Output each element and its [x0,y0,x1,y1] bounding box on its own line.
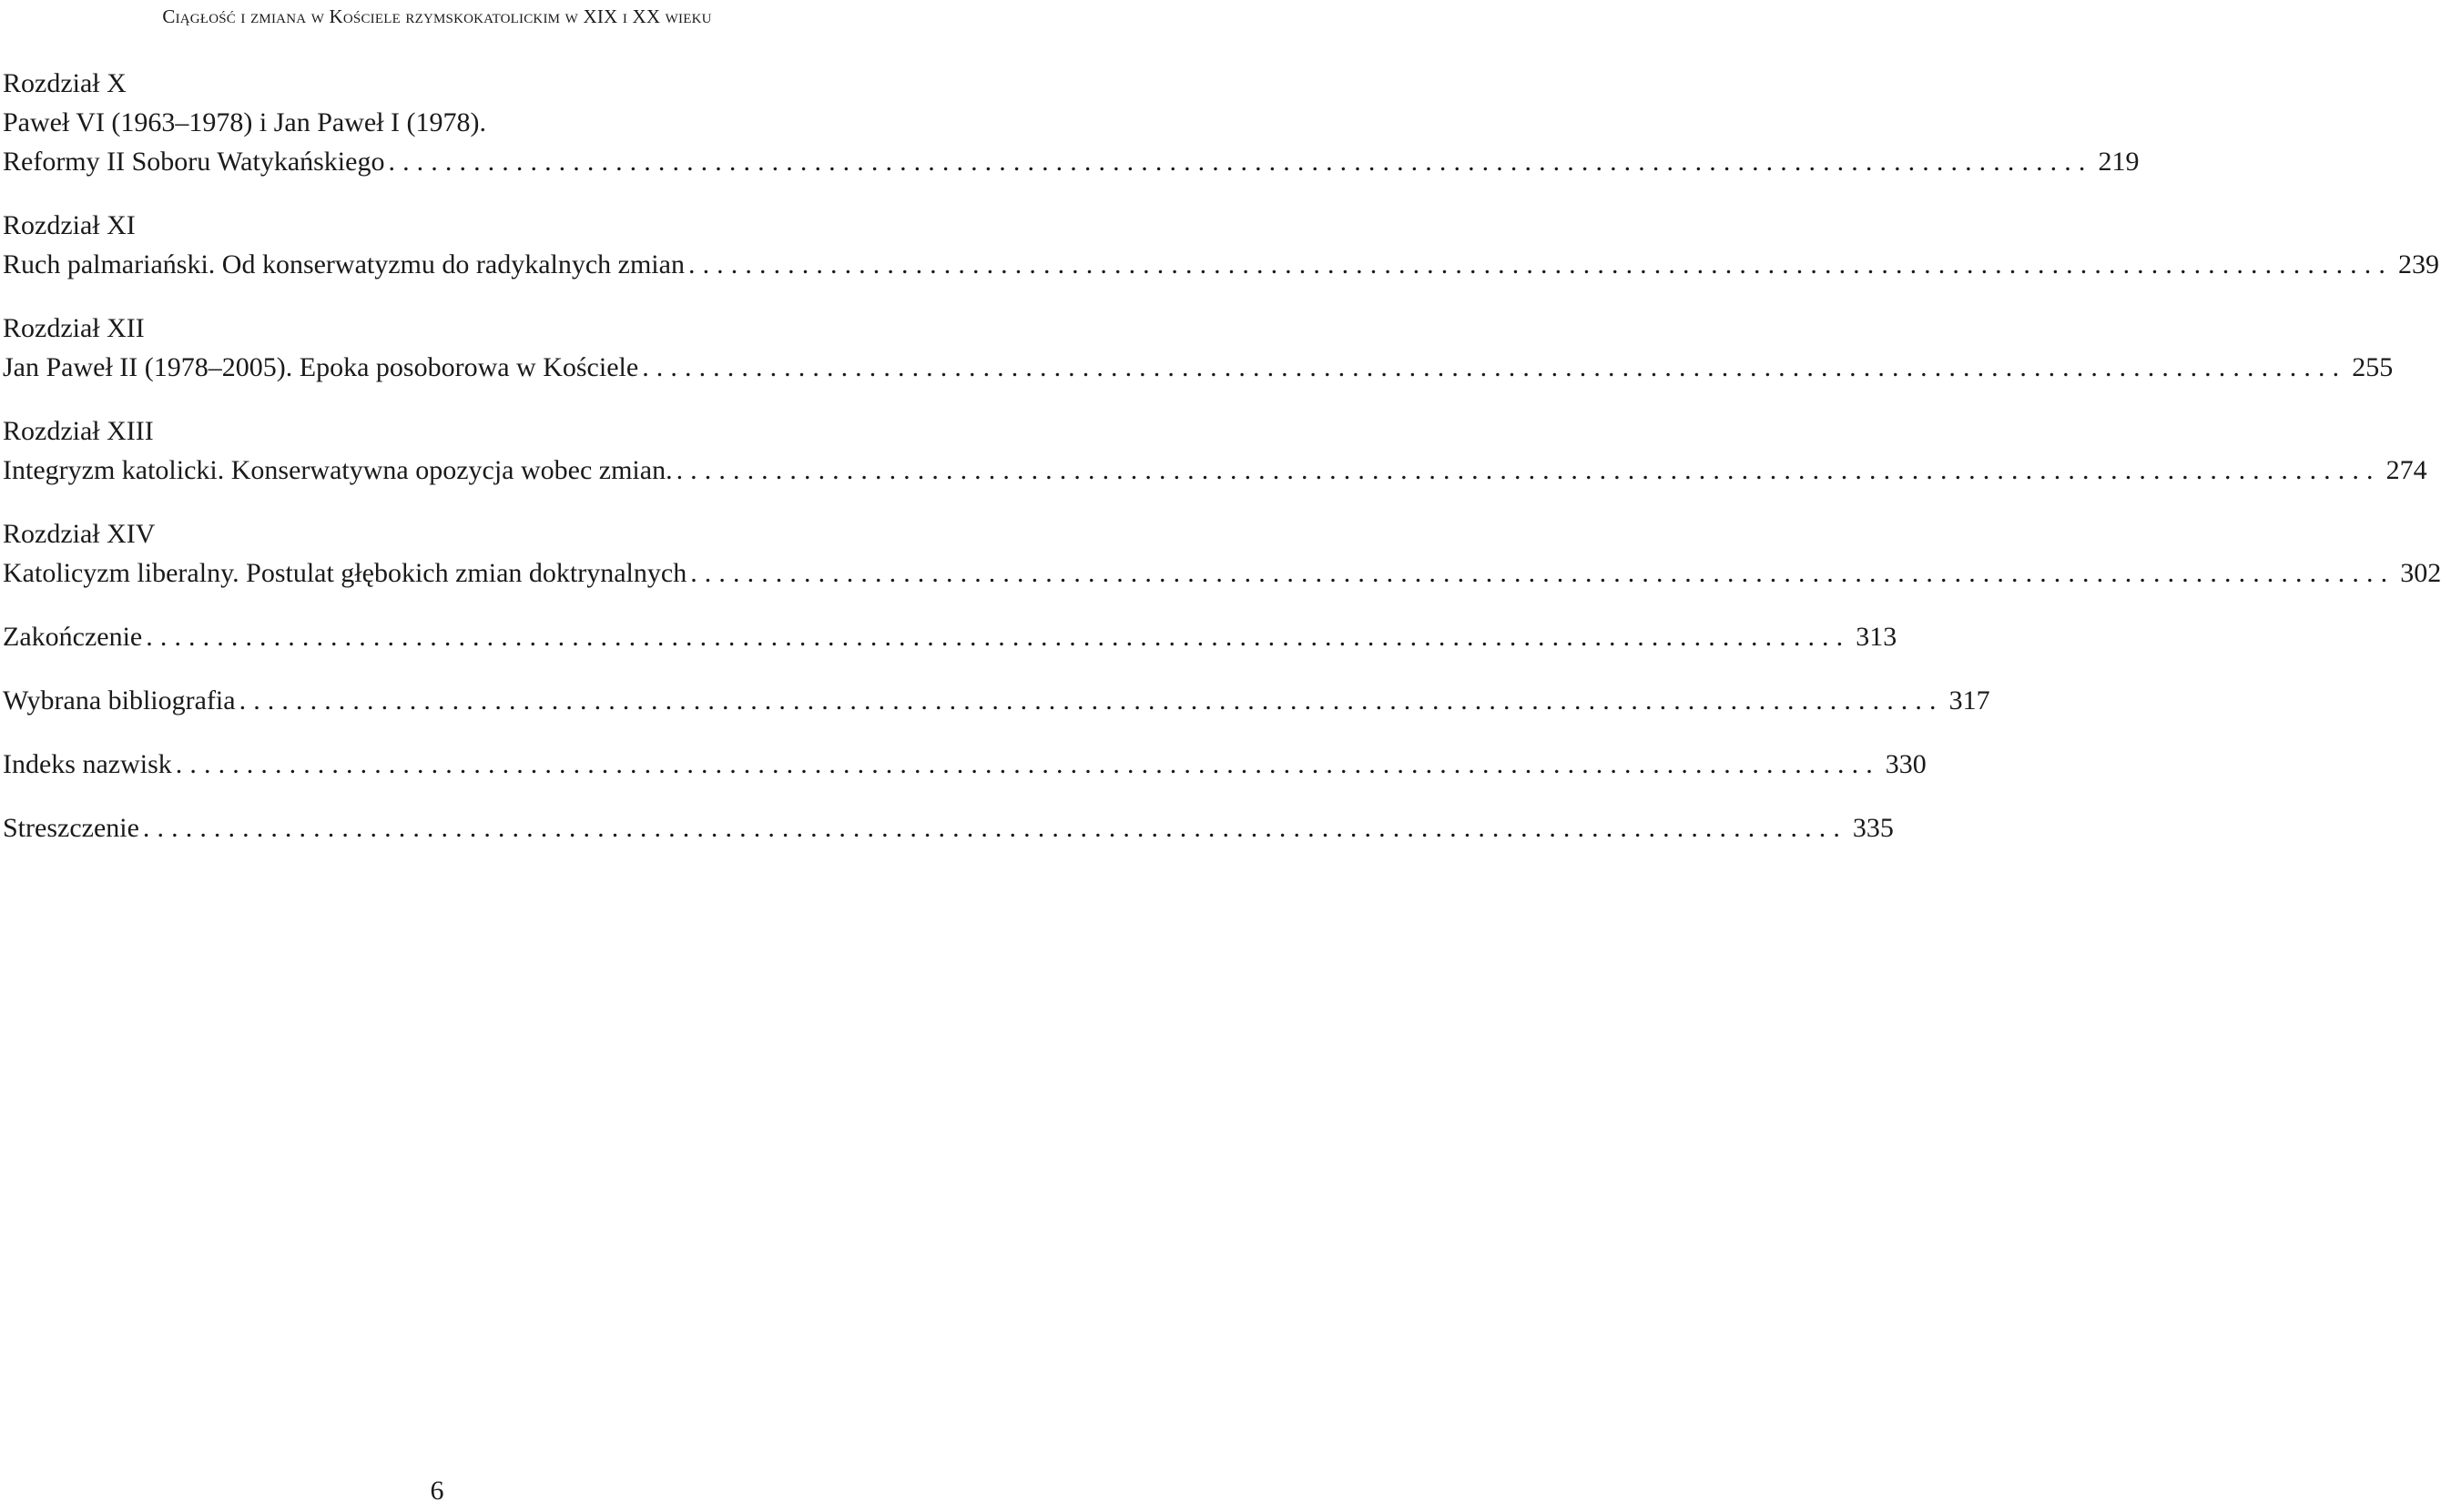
dot-leader: ........................................................................................................................ [239,685,1944,715]
toc-title: Jan Paweł II (1978–2005). Epoka posoborowa w Kościele [3,352,639,382]
dot-leader: ........................................................................................................................ [175,749,1880,779]
toc-title: Streszczenie [3,813,139,843]
toc-line [3,142,2140,181]
toc-line [3,808,1894,847]
chapter-label: Rozdział X [3,68,127,98]
dot-leader: ........................................................................................................................ [687,249,2393,279]
dot-leader: ........................................................................................................................ [690,558,2395,588]
toc-page-number: 219 [2098,147,2140,177]
dot-leader: ........................................................................................................................ [142,813,1847,843]
toc-entry-chapter-13 [3,411,2427,490]
chapter-label: Rozdział XIV [3,519,156,549]
toc-entry-chapter-10 [3,64,2140,181]
toc-entry-chapter-12 [3,309,2394,387]
toc-page-number: 239 [2397,249,2439,279]
toc-line [3,245,2439,284]
chapter-subtitle: Paweł VI (1963–1978) i Jan Paweł I (1978). [3,107,487,137]
table-of-contents [3,64,2441,872]
toc-title: Reformy II Soboru Watykańskiego [3,147,385,177]
dot-leader: ........................................................................................................................ [642,352,2347,382]
toc-entry-chapter-11 [3,206,2439,284]
toc-entry-chapter-14 [3,514,2441,593]
dot-leader: ........................................................................................................................ [146,622,1851,652]
toc-line [3,553,2441,593]
toc-entry-summary [3,808,1894,847]
toc-page-number: 255 [2352,352,2394,382]
chapter-label: Rozdział XIII [3,416,154,446]
toc-title: Ruch palmariański. Od konserwatyzmu do radykalnych zmian [3,249,685,279]
toc-line [3,745,1927,784]
toc-entry-conclusion [3,617,1897,656]
toc-title: Integryzm katolicki. Konserwatywna opozycja wobec zmian. [3,455,673,485]
chapter-label: Rozdział XII [3,313,145,343]
page-number: 6 [430,1476,444,1506]
toc-page-number: 335 [1852,813,1894,843]
toc-line [3,617,1897,656]
toc-line [3,681,1990,720]
toc-title: Katolicyzm liberalny. Postulat głębokich zmian doktrynalnych [3,558,687,588]
toc-page-number: 330 [1885,749,1927,779]
dot-leader: ........................................................................................................................ [388,147,2093,177]
toc-title: Zakończenie [3,622,143,652]
running-header: Ciągłość i zmiana w Kościele rzymskokatolickim w XIX i XX wieku [162,5,712,27]
toc-title: Indeks nazwisk [3,749,172,779]
chapter-label: Rozdział XI [3,210,136,240]
toc-line [3,348,2394,387]
toc-entry-index [3,745,1927,784]
toc-page-number: 313 [1856,622,1897,652]
dot-leader: ........................................................................................................................ [676,455,2381,485]
toc-page-number: 317 [1948,685,1990,715]
toc-title: Wybrana bibliografia [3,685,236,715]
toc-page-number: 302 [2400,558,2441,588]
toc-entry-bibliography [3,681,1990,720]
toc-page-number: 274 [2385,455,2427,485]
toc-line [3,451,2427,490]
